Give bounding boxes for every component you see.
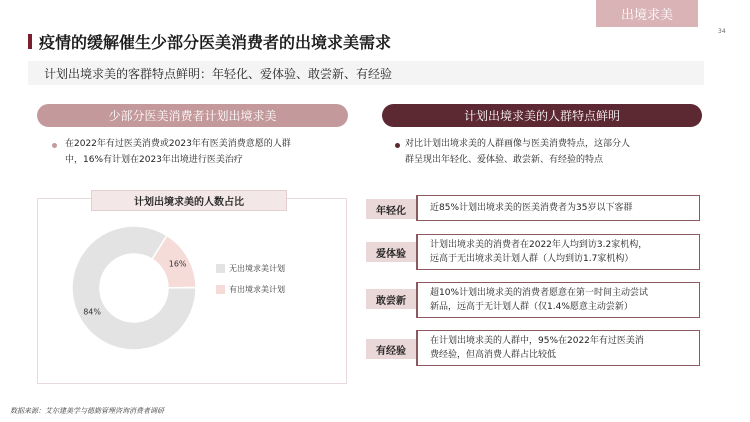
left-bullet-line2: 中，16%有计划在2023年出境进行医美治疗 <box>65 155 243 165</box>
feature-label-new: 敢尝新 <box>366 289 416 309</box>
legend-label-no-plan: 无出境求美计划 <box>229 264 285 273</box>
legend-swatch-no-plan <box>216 264 225 273</box>
donut-label-plan: 16% <box>168 259 187 269</box>
feature-text-experience-line1: 计划出境求美的消费者在2022年人均到访3.2家机构， <box>430 240 648 250</box>
feature-text-veteran-line2: 费经验，但高消费人群占比较低 <box>430 350 557 360</box>
section-tag: 出境求美 <box>596 0 698 27</box>
left-bullet-dot <box>52 143 57 148</box>
donut-chart <box>68 222 200 354</box>
data-source: 数据来源：艾尔建美学与德勤管理咨询消费者调研 <box>10 407 164 415</box>
feature-text-young <box>418 195 700 221</box>
chart-title: 计划出境求美的人数占比 <box>91 190 287 211</box>
feature-label-young: 年轻化 <box>366 199 416 219</box>
donut-label-no-plan: 84% <box>83 307 101 317</box>
right-heading-pill: 计划出境求美的人群特点鲜明 <box>382 104 702 127</box>
legend-swatch-plan <box>216 285 225 294</box>
feature-text-new <box>418 282 700 318</box>
feature-text-experience-line2: 远高于无出境求美计划人群（人均到访1.7家机构） <box>430 254 634 264</box>
page-title: 疫情的缓解催生少部分医美消费者的出境求美需求 <box>39 33 392 52</box>
legend-label-plan: 有出境求美计划 <box>229 285 285 294</box>
title-accent-bar <box>28 34 32 49</box>
feature-text-new-line1: 超10%计划出境求美的消费者愿意在第一时间主动尝试 <box>430 288 649 298</box>
right-bullet-line2: 群呈现出年轻化、爱体验、敢尝新、有经验的特点 <box>405 155 604 165</box>
feature-text-veteran <box>418 330 700 366</box>
feature-text-veteran-line1: 在计划出境求美的人群中，95%在2022年有过医美消 <box>430 336 644 346</box>
feature-text-experience <box>418 234 700 270</box>
left-bullet-line1: 在2022年有过医美消费或2023年有医美消费意愿的人群 <box>65 139 291 149</box>
feature-text-new-line2: 新品，远高于无计划人群（仅1.4%愿意主动尝新） <box>430 302 633 312</box>
page-subtitle: 计划出境求美的客群特点鲜明：年轻化、爱体验、敢尝新、有经验 <box>44 67 393 81</box>
right-bullet-line1: 对比计划出境求美的人群画像与医美消费特点，这部分人 <box>405 139 631 149</box>
feature-text-young-line1: 近85%计划出境求美的医美消费者为35岁以下客群 <box>430 203 633 213</box>
feature-label-experience: 爱体验 <box>366 242 416 262</box>
right-bullet-dot <box>395 143 400 148</box>
page-number: 34 <box>718 28 726 35</box>
feature-label-veteran: 有经验 <box>366 339 416 359</box>
left-heading-pill: 少部分医美消费者计划出境求美 <box>37 104 348 127</box>
